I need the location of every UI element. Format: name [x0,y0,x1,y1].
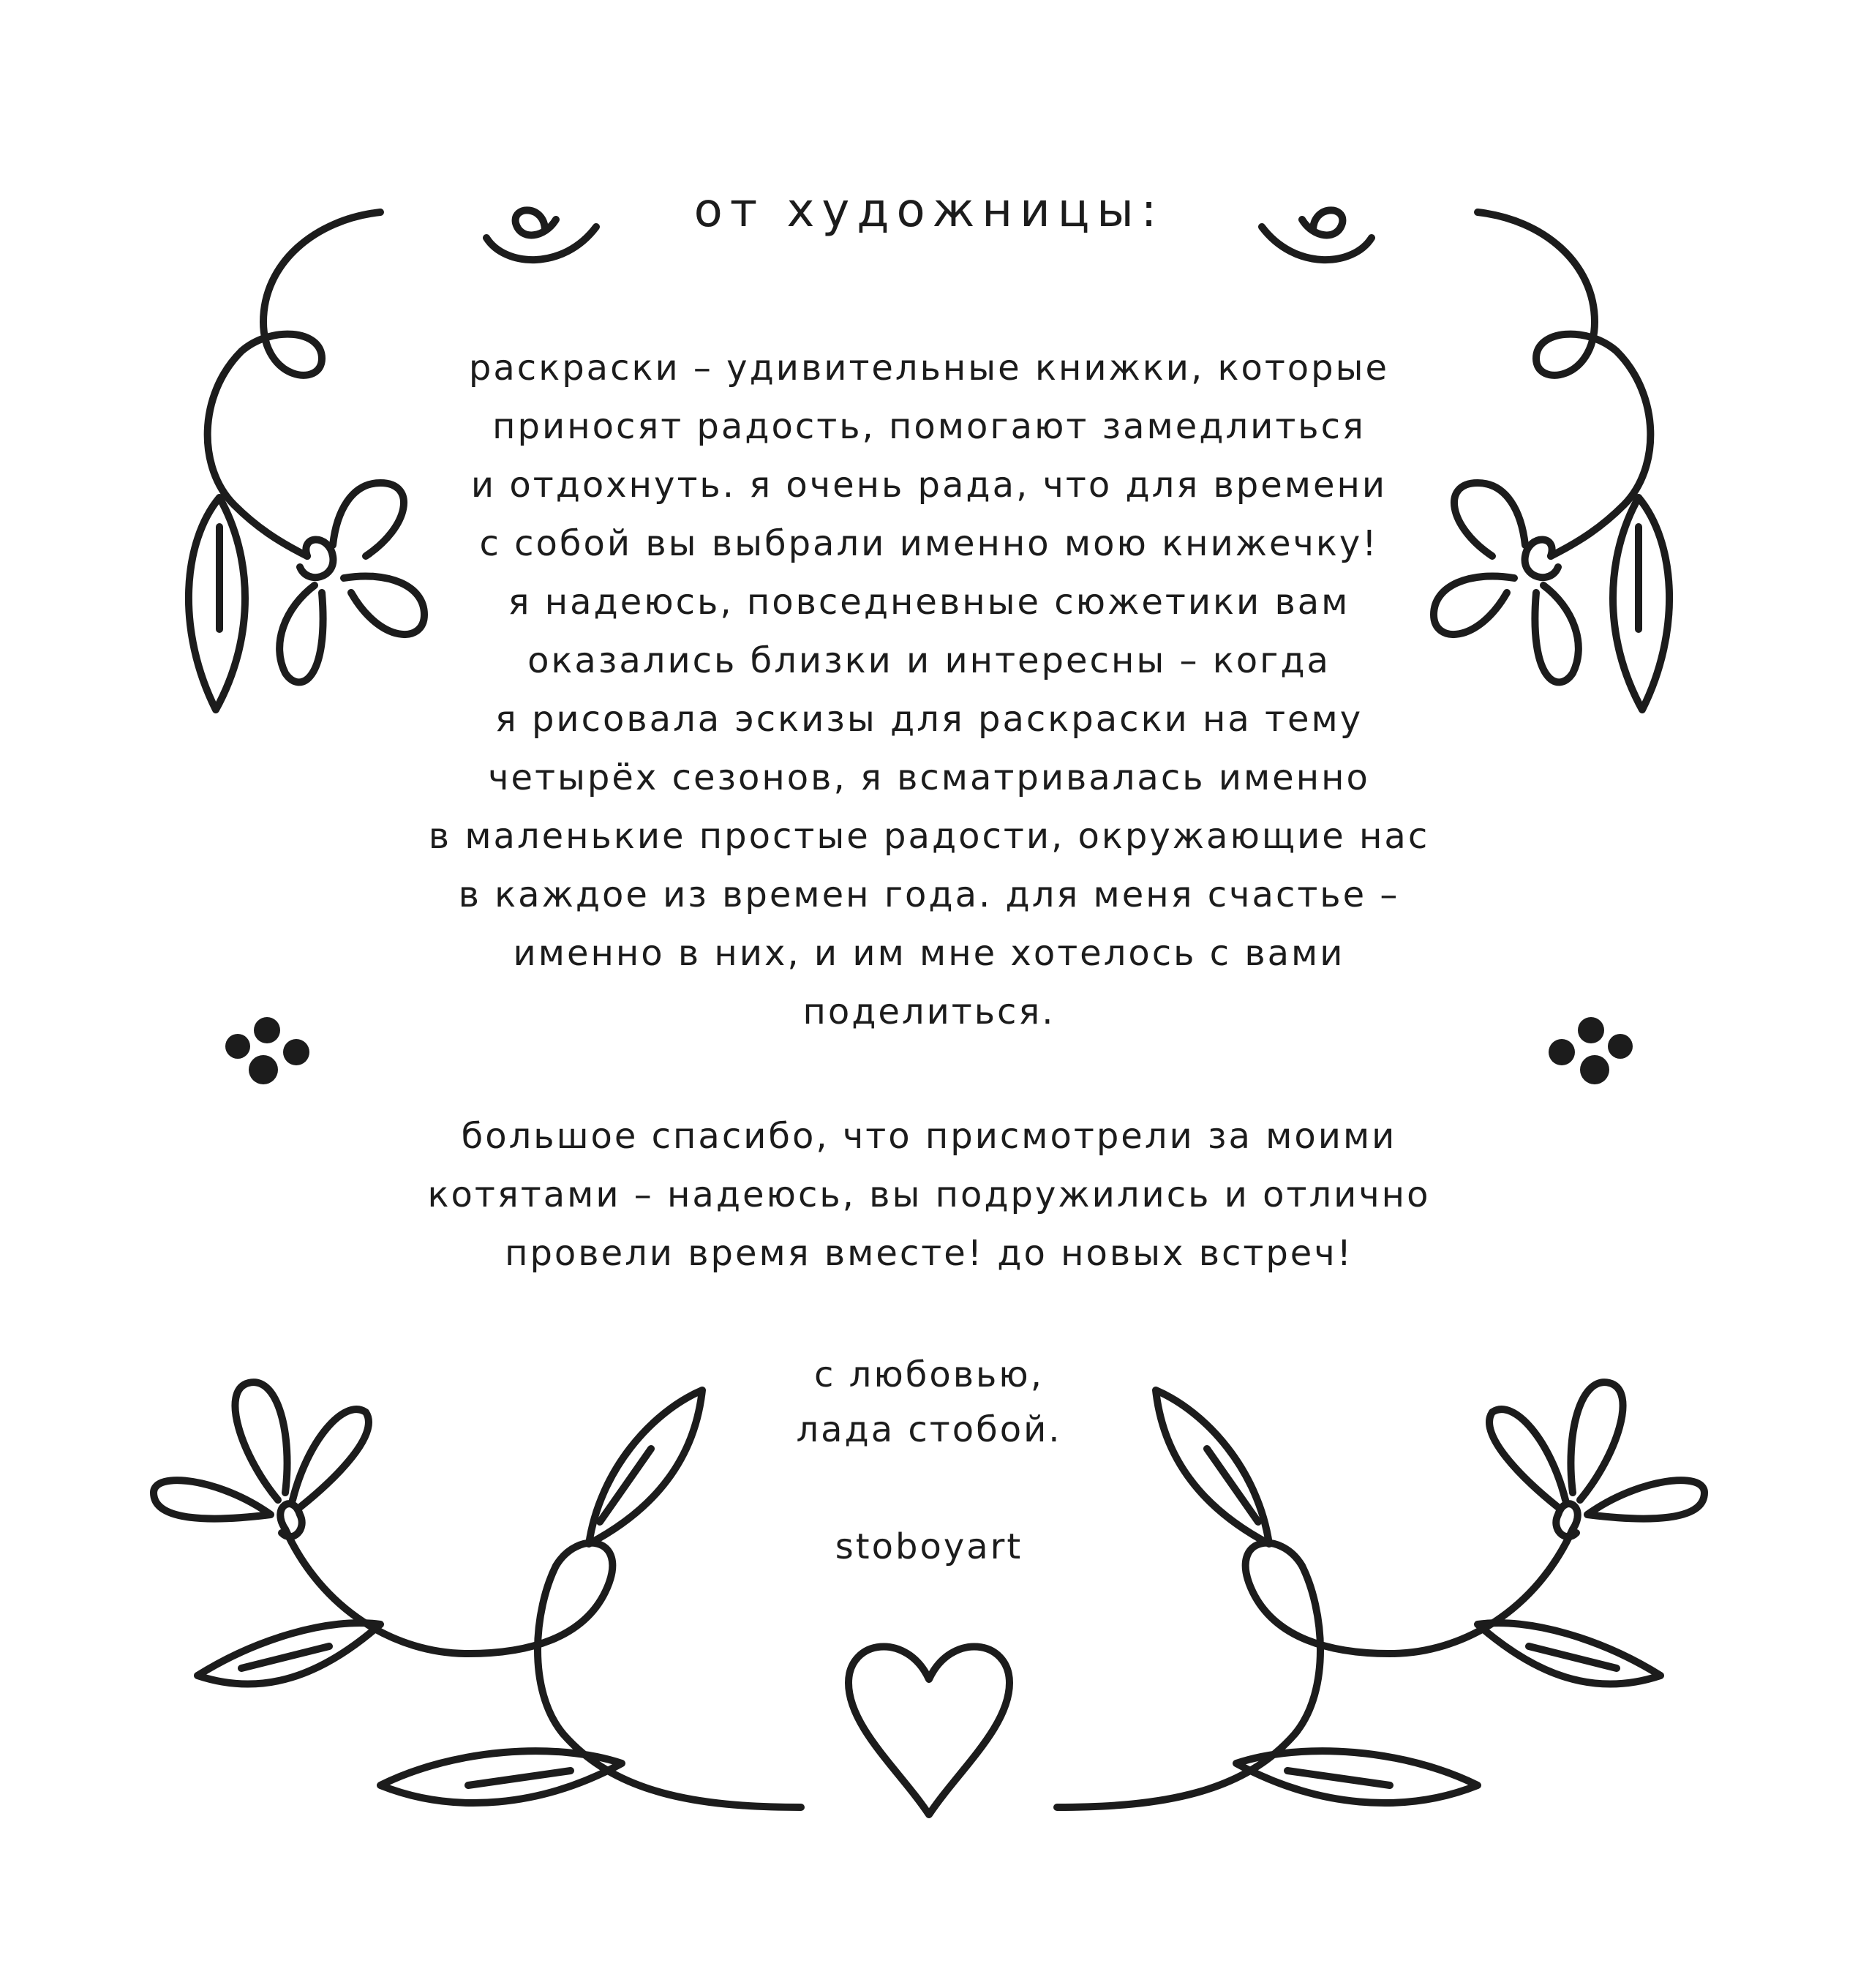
page-title: от художницы: [693,184,1165,238]
paragraph-line: и отдохнуть. я очень рада, что для времени [470,465,1388,506]
paragraph-line: я рисовала эскизы для раскраски на тему [494,699,1364,740]
author-name: лада стобой. [796,1409,1062,1450]
paragraph-line: в каждое из времен года. для меня счастье – [458,874,1400,915]
paragraph-line: в маленькие простые радости, окружающие нас [428,816,1430,857]
paragraph-line: с собой вы выбрали именно мою книжечку! [479,523,1379,564]
paragraph-line: оказались близки и интересны – когда [527,640,1331,681]
paragraph-line: провели время вместе! до новых встреч! [505,1233,1353,1274]
closing-line: с любовью, [814,1354,1044,1395]
author-handle: stoboyart [835,1526,1023,1567]
paragraph-line: я надеюсь, повседневные сюжетики вам [508,582,1350,623]
paragraph-line: котятами – надеюсь, вы подружились и отлично [427,1174,1431,1215]
paragraph-line: поделиться. [802,991,1056,1032]
paragraph-line: приносят радость, помогают замедлиться [492,406,1366,447]
paragraph-line: раскраски – удивительные книжки, которые [468,348,1390,389]
paragraph-line: именно в них, и им мне хотелось с вами [513,933,1345,974]
heart-icon [849,1646,1009,1815]
paragraph-line: четырёх сезонов, я всматривалась именно [488,757,1370,798]
paragraph-line: большое спасибо, что присмотрели за моими [461,1116,1397,1157]
